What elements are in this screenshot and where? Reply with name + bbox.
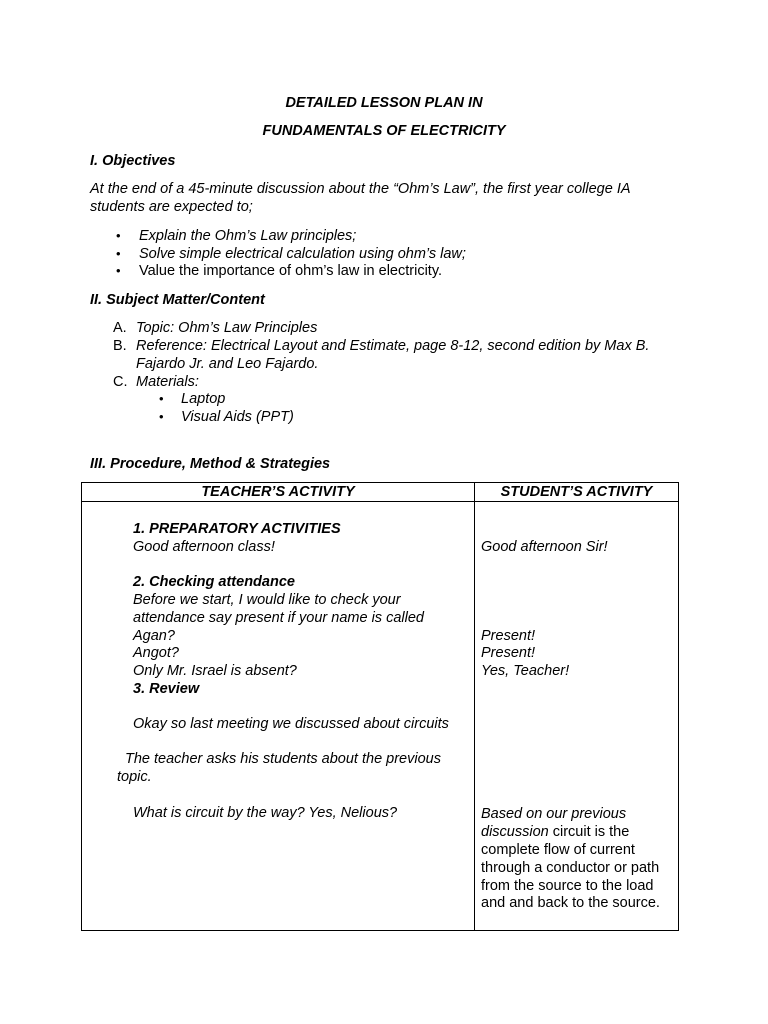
student-response: Yes, Teacher! [481, 663, 570, 679]
bullet-icon: • [116, 228, 121, 243]
subject-materials-label: Materials: [136, 374, 199, 390]
objective-item: Value the importance of ohm’s law in electricity. [139, 263, 443, 279]
subject-reference: Reference: Electrical Layout and Estimate, page 8-12, second edition by Max B. [136, 338, 650, 354]
student-activity-header: STUDENT’S ACTIVITY [475, 483, 679, 502]
objectives-heading: I. Objectives [90, 153, 176, 169]
teacher-cell-content [82, 502, 474, 930]
attendance-line: attendance say present if your name is called [133, 610, 424, 626]
table-row [82, 502, 679, 931]
procedure-table [81, 482, 679, 931]
subject-heading: II. Subject Matter/Content [90, 292, 265, 308]
material-item: Laptop [181, 391, 226, 407]
teacher-activity-header: TEACHER’S ACTIVITY [82, 483, 475, 502]
student-greeting: Good afternoon Sir! [481, 539, 608, 555]
bullet-icon: • [159, 391, 164, 406]
list-marker: A. [113, 320, 127, 336]
attendance-line: Before we start, I would like to check your [133, 592, 401, 608]
student-answer-line: and and back to the source. [481, 895, 660, 911]
objectives-intro-line-1: At the end of a 45-minute discussion about the “Ohm’s Law”, the first year college IA [90, 181, 631, 197]
student-answer-line [481, 823, 629, 841]
material-item: Visual Aids (PPT) [181, 409, 294, 425]
document-title-line-2: FUNDAMENTALS OF ELECTRICITY [262, 123, 506, 139]
student-activity-cell [475, 502, 679, 931]
attendance-absent-question: Only Mr. Israel is absent? [133, 663, 297, 679]
bullet-icon: • [116, 246, 121, 261]
table-header-row [82, 483, 679, 502]
objective-item: Solve simple electrical calculation using ohm’s law; [139, 246, 466, 262]
subject-reference-cont: Fajardo Jr. and Leo Fajardo. [136, 356, 319, 372]
subject-topic: Topic: Ohm’s Law Principles [136, 320, 318, 336]
student-answer-line: from the source to the load [481, 878, 654, 894]
review-question: What is circuit by the way? Yes, Nelious? [133, 805, 398, 821]
student-answer-text: circuit is the [548, 824, 630, 840]
review-line: topic. [117, 769, 152, 785]
objectives-intro-line-2: students are expected to; [90, 199, 253, 215]
student-response: Present! [481, 645, 535, 661]
attendance-name: Angot? [133, 645, 179, 661]
student-answer-italic: discussion [481, 824, 549, 840]
teacher-activity-cell [82, 502, 475, 931]
student-response: Present! [481, 628, 535, 644]
review-heading: 3. Review [133, 681, 200, 697]
preparatory-activities-heading: 1. PREPARATORY ACTIVITIES [133, 521, 341, 537]
review-line: Okay so last meeting we discussed about circuits [133, 716, 449, 732]
attendance-name: Agan? [133, 628, 175, 644]
review-line: The teacher asks his students about the previous [125, 751, 441, 767]
procedure-heading: III. Procedure, Method & Strategies [90, 456, 331, 472]
checking-attendance-heading: 2. Checking attendance [133, 574, 295, 590]
teacher-greeting: Good afternoon class! [133, 539, 275, 555]
student-answer-line: complete flow of current [481, 842, 635, 858]
document-title-line-1: DETAILED LESSON PLAN IN [285, 95, 483, 111]
student-answer-line: Based on our previous [481, 806, 627, 822]
list-marker: B. [113, 338, 127, 354]
student-cell-content [475, 502, 678, 930]
student-answer-line: through a conductor or path [481, 860, 660, 876]
bullet-icon: • [159, 409, 164, 424]
bullet-icon: • [116, 263, 121, 278]
list-marker: C. [113, 374, 128, 390]
objective-item: Explain the Ohm’s Law principles; [139, 228, 357, 244]
